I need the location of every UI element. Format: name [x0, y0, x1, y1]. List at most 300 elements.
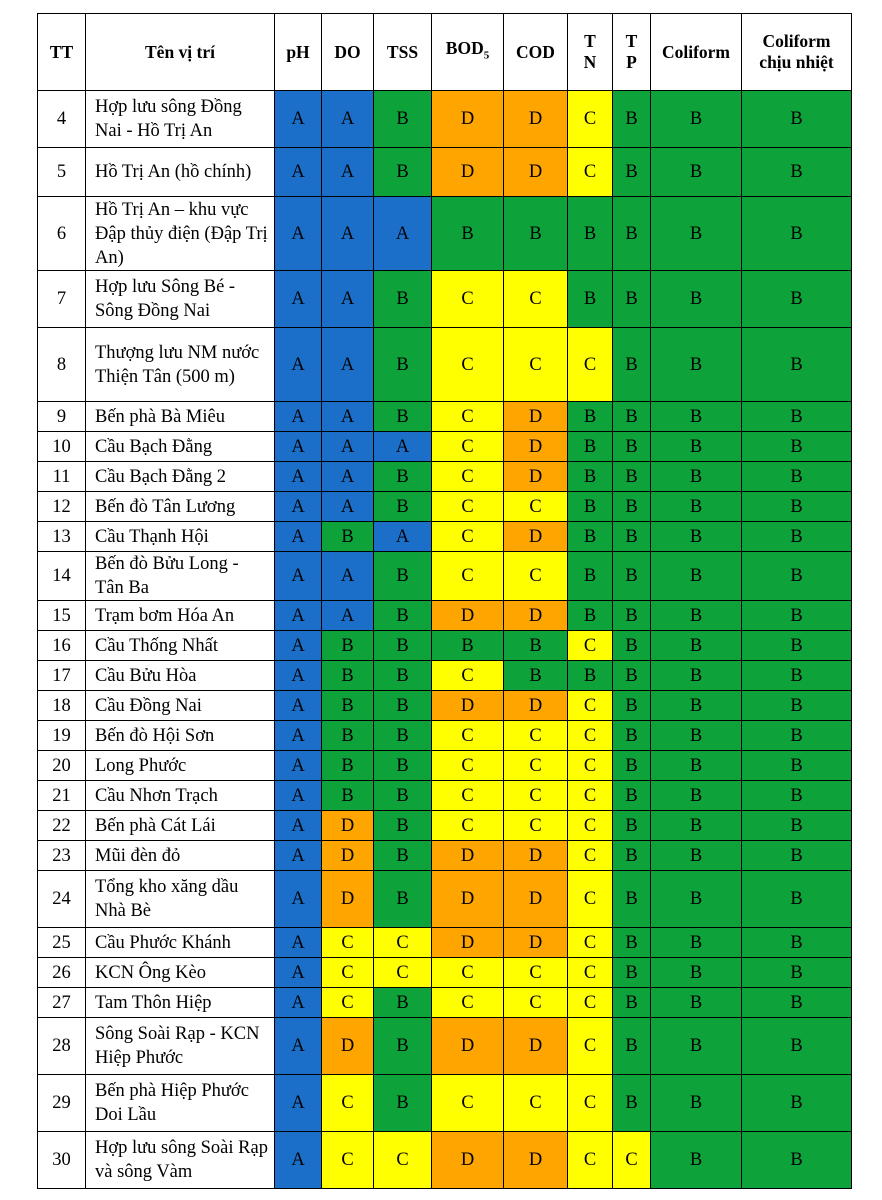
grade-cell-coliform-heat: B: [742, 1018, 852, 1075]
grade-cell-tn: C: [568, 841, 613, 871]
grade-cell-tp: B: [613, 871, 651, 928]
grade-cell-cod: B: [504, 661, 568, 691]
grade-cell-bod5: C: [432, 781, 504, 811]
table-row: [38, 958, 852, 988]
grade-cell-tp: B: [613, 522, 651, 552]
grade-cell-bod5: D: [432, 691, 504, 721]
location-name: Sông Soài Rạp - KCN Hiệp Phước: [86, 1018, 275, 1075]
row-number: 6: [38, 197, 86, 271]
location-name: Cầu Thạnh Hội: [86, 522, 275, 552]
grade-cell-coliform: B: [651, 552, 742, 601]
grade-cell-ph: A: [275, 751, 322, 781]
grade-cell-ph: A: [275, 958, 322, 988]
grade-cell-tn: B: [568, 601, 613, 631]
row-number: 12: [38, 492, 86, 522]
grade-cell-do: D: [322, 811, 374, 841]
grade-cell-do: A: [322, 197, 374, 271]
location-name: KCN Ông Kèo: [86, 958, 275, 988]
location-name: Bến phà Hiệp Phước Doi Lầu: [86, 1075, 275, 1132]
location-name: Hợp lưu sông Soài Rạp và sông Vàm: [86, 1132, 275, 1189]
row-number: 28: [38, 1018, 86, 1075]
location-name: Cầu Bạch Đằng 2: [86, 462, 275, 492]
row-number: 23: [38, 841, 86, 871]
grade-cell-cod: D: [504, 1018, 568, 1075]
row-number: 16: [38, 631, 86, 661]
grade-cell-do: A: [322, 492, 374, 522]
grade-cell-tn: B: [568, 271, 613, 328]
grade-cell-tn: C: [568, 1018, 613, 1075]
grade-cell-ph: A: [275, 522, 322, 552]
table-row: [38, 988, 852, 1018]
table-row: [38, 871, 852, 928]
grade-cell-coliform-heat: B: [742, 1075, 852, 1132]
grade-cell-do: C: [322, 958, 374, 988]
grade-cell-tn: C: [568, 148, 613, 197]
water-quality-table: [37, 13, 852, 1189]
grade-cell-coliform-heat: B: [742, 432, 852, 462]
grade-cell-do: A: [322, 148, 374, 197]
grade-cell-coliform-heat: B: [742, 492, 852, 522]
table-row: [38, 197, 852, 271]
grade-cell-do: C: [322, 1075, 374, 1132]
table-row: [38, 841, 852, 871]
grade-cell-do: C: [322, 988, 374, 1018]
row-number: 25: [38, 928, 86, 958]
grade-cell-ph: A: [275, 691, 322, 721]
grade-cell-cod: C: [504, 721, 568, 751]
grade-cell-cod: C: [504, 751, 568, 781]
grade-cell-tn: B: [568, 522, 613, 552]
grade-cell-tp: B: [613, 328, 651, 402]
grade-cell-tn: C: [568, 751, 613, 781]
grade-cell-coliform: B: [651, 958, 742, 988]
grade-cell-coliform-heat: B: [742, 811, 852, 841]
grade-cell-cod: C: [504, 781, 568, 811]
grade-cell-tss: B: [374, 271, 432, 328]
table-row: [38, 462, 852, 492]
grade-cell-bod5: C: [432, 328, 504, 402]
table-row: [38, 91, 852, 148]
grade-cell-cod: D: [504, 928, 568, 958]
header-bod-subscript: 5: [483, 49, 490, 62]
grade-cell-bod5: C: [432, 432, 504, 462]
grade-cell-bod5: C: [432, 492, 504, 522]
grade-cell-do: A: [322, 402, 374, 432]
row-number: 30: [38, 1132, 86, 1189]
grade-cell-do: D: [322, 871, 374, 928]
grade-cell-coliform: B: [651, 691, 742, 721]
header-tn-line2: N: [583, 52, 597, 72]
header-coliform-heat-line1: Coliform: [762, 31, 831, 51]
header-tt: TT: [38, 14, 86, 91]
grade-cell-ph: A: [275, 197, 322, 271]
grade-cell-ph: A: [275, 721, 322, 751]
header-tss: TSS: [374, 14, 432, 91]
row-number: 17: [38, 661, 86, 691]
location-name: Mũi đèn đỏ: [86, 841, 275, 871]
grade-cell-coliform-heat: B: [742, 781, 852, 811]
table-row: [38, 811, 852, 841]
grade-cell-tss: B: [374, 1018, 432, 1075]
grade-cell-tp: B: [613, 492, 651, 522]
grade-cell-coliform: B: [651, 811, 742, 841]
grade-cell-tn: C: [568, 1132, 613, 1189]
grade-cell-cod: D: [504, 522, 568, 552]
grade-cell-tn: C: [568, 631, 613, 661]
grade-cell-do: C: [322, 928, 374, 958]
row-number: 26: [38, 958, 86, 988]
grade-cell-cod: C: [504, 271, 568, 328]
table-row: [38, 721, 852, 751]
grade-cell-ph: A: [275, 781, 322, 811]
grade-cell-do: B: [322, 522, 374, 552]
grade-cell-coliform: B: [651, 522, 742, 552]
grade-cell-coliform-heat: B: [742, 721, 852, 751]
grade-cell-ph: A: [275, 328, 322, 402]
grade-cell-tp: B: [613, 631, 651, 661]
grade-cell-cod: D: [504, 1132, 568, 1189]
grade-cell-cod: D: [504, 871, 568, 928]
grade-cell-tp: B: [613, 811, 651, 841]
grade-cell-ph: A: [275, 148, 322, 197]
grade-cell-bod5: D: [432, 928, 504, 958]
grade-cell-tp: C: [613, 1132, 651, 1189]
grade-cell-coliform: B: [651, 271, 742, 328]
location-name: Cầu Đồng Nai: [86, 691, 275, 721]
grade-cell-tn: C: [568, 328, 613, 402]
grade-cell-coliform-heat: B: [742, 91, 852, 148]
grade-cell-coliform: B: [651, 1018, 742, 1075]
grade-cell-coliform-heat: B: [742, 271, 852, 328]
grade-cell-cod: C: [504, 492, 568, 522]
row-number: 20: [38, 751, 86, 781]
grade-cell-coliform-heat: B: [742, 1132, 852, 1189]
grade-cell-coliform-heat: B: [742, 402, 852, 432]
header-location: Tên vị trí: [86, 14, 275, 91]
grade-cell-tss: B: [374, 661, 432, 691]
grade-cell-tn: C: [568, 91, 613, 148]
location-name: Tam Thôn Hiệp: [86, 988, 275, 1018]
header-tp: [613, 14, 651, 91]
table-row: [38, 1018, 852, 1075]
grade-cell-ph: A: [275, 432, 322, 462]
grade-cell-coliform: B: [651, 402, 742, 432]
table-row: [38, 522, 852, 552]
grade-cell-bod5: B: [432, 631, 504, 661]
grade-cell-coliform: B: [651, 601, 742, 631]
grade-cell-tp: B: [613, 751, 651, 781]
header-tp-line1: T: [625, 31, 638, 51]
table-row: [38, 402, 852, 432]
grade-cell-bod5: D: [432, 91, 504, 148]
row-number: 9: [38, 402, 86, 432]
row-number: 15: [38, 601, 86, 631]
row-number: 13: [38, 522, 86, 552]
grade-cell-ph: A: [275, 871, 322, 928]
grade-cell-tn: C: [568, 988, 613, 1018]
table-row: [38, 328, 852, 402]
grade-cell-tss: B: [374, 148, 432, 197]
grade-cell-coliform: B: [651, 462, 742, 492]
grade-cell-bod5: B: [432, 197, 504, 271]
grade-cell-ph: A: [275, 271, 322, 328]
grade-cell-cod: C: [504, 552, 568, 601]
location-name: Long Phước: [86, 751, 275, 781]
grade-cell-tn: C: [568, 1075, 613, 1132]
grade-cell-do: C: [322, 1132, 374, 1189]
header-bod-base: BOD: [445, 38, 484, 59]
grade-cell-do: B: [322, 751, 374, 781]
location-name: Cầu Phước Khánh: [86, 928, 275, 958]
grade-cell-coliform-heat: B: [742, 552, 852, 601]
grade-cell-ph: A: [275, 811, 322, 841]
grade-cell-ph: A: [275, 661, 322, 691]
row-number: 27: [38, 988, 86, 1018]
grade-cell-do: B: [322, 691, 374, 721]
location-name: Hợp lưu sông Đồng Nai - Hồ Trị An: [86, 91, 275, 148]
grade-cell-tp: B: [613, 601, 651, 631]
grade-cell-coliform: B: [651, 928, 742, 958]
grade-cell-tss: C: [374, 1132, 432, 1189]
grade-cell-bod5: D: [432, 871, 504, 928]
grade-cell-ph: A: [275, 601, 322, 631]
table-row: [38, 691, 852, 721]
grade-cell-bod5: C: [432, 721, 504, 751]
grade-cell-coliform: B: [651, 751, 742, 781]
grade-cell-coliform: B: [651, 988, 742, 1018]
grade-cell-do: B: [322, 781, 374, 811]
grade-cell-bod5: D: [432, 148, 504, 197]
grade-cell-tss: B: [374, 988, 432, 1018]
row-number: 24: [38, 871, 86, 928]
grade-cell-do: B: [322, 631, 374, 661]
grade-cell-tn: B: [568, 432, 613, 462]
table-row: [38, 271, 852, 328]
grade-cell-coliform-heat: B: [742, 928, 852, 958]
table-row: [38, 552, 852, 601]
grade-cell-coliform: B: [651, 661, 742, 691]
location-name: Bến đò Hội Sơn: [86, 721, 275, 751]
location-name: Cầu Bửu Hòa: [86, 661, 275, 691]
location-name: Bến đò Bửu Long - Tân Ba: [86, 552, 275, 601]
grade-cell-coliform-heat: B: [742, 691, 852, 721]
table-row: [38, 601, 852, 631]
grade-cell-coliform: B: [651, 91, 742, 148]
grade-cell-cod: C: [504, 811, 568, 841]
row-number: 22: [38, 811, 86, 841]
grade-cell-ph: A: [275, 552, 322, 601]
grade-cell-do: A: [322, 462, 374, 492]
grade-cell-ph: A: [275, 1132, 322, 1189]
grade-cell-tn: B: [568, 197, 613, 271]
grade-cell-tss: B: [374, 691, 432, 721]
table-row: [38, 1075, 852, 1132]
grade-cell-ph: A: [275, 402, 322, 432]
grade-cell-tp: B: [613, 661, 651, 691]
grade-cell-tss: B: [374, 492, 432, 522]
grade-cell-bod5: C: [432, 988, 504, 1018]
grade-cell-coliform: B: [651, 197, 742, 271]
grade-cell-tp: B: [613, 1075, 651, 1132]
grade-cell-tn: C: [568, 781, 613, 811]
grade-cell-coliform-heat: B: [742, 522, 852, 552]
grade-cell-coliform: B: [651, 1075, 742, 1132]
row-number: 11: [38, 462, 86, 492]
table-row: [38, 1132, 852, 1189]
grade-cell-bod5: C: [432, 661, 504, 691]
grade-cell-tp: B: [613, 552, 651, 601]
header-coliform-heat: [742, 14, 852, 91]
grade-cell-coliform-heat: B: [742, 751, 852, 781]
location-name: Cầu Nhơn Trạch: [86, 781, 275, 811]
grade-cell-bod5: C: [432, 552, 504, 601]
grade-cell-ph: A: [275, 631, 322, 661]
table-body: [38, 91, 852, 1189]
grade-cell-bod5: C: [432, 271, 504, 328]
location-name: Bến đò Tân Lương: [86, 492, 275, 522]
grade-cell-tp: B: [613, 271, 651, 328]
location-name: Hợp lưu Sông Bé - Sông Đồng Nai: [86, 271, 275, 328]
location-name: Hồ Trị An (hồ chính): [86, 148, 275, 197]
grade-cell-cod: D: [504, 841, 568, 871]
grade-cell-tn: B: [568, 462, 613, 492]
grade-cell-tn: C: [568, 811, 613, 841]
grade-cell-tp: B: [613, 1018, 651, 1075]
grade-cell-tss: B: [374, 1075, 432, 1132]
row-number: 8: [38, 328, 86, 402]
grade-cell-do: A: [322, 328, 374, 402]
grade-cell-coliform-heat: B: [742, 328, 852, 402]
grade-cell-tp: B: [613, 691, 651, 721]
grade-cell-cod: B: [504, 631, 568, 661]
grade-cell-tp: B: [613, 148, 651, 197]
grade-cell-do: D: [322, 841, 374, 871]
grade-cell-do: A: [322, 91, 374, 148]
grade-cell-coliform: B: [651, 432, 742, 462]
grade-cell-cod: D: [504, 148, 568, 197]
grade-cell-tn: B: [568, 552, 613, 601]
grade-cell-do: B: [322, 721, 374, 751]
grade-cell-do: D: [322, 1018, 374, 1075]
grade-cell-tp: B: [613, 781, 651, 811]
location-name: Cầu Thống Nhất: [86, 631, 275, 661]
grade-cell-bod5: C: [432, 462, 504, 492]
grade-cell-bod5: D: [432, 1018, 504, 1075]
grade-cell-cod: D: [504, 432, 568, 462]
grade-cell-ph: A: [275, 1075, 322, 1132]
location-name: Cầu Bạch Đằng: [86, 432, 275, 462]
row-number: 14: [38, 552, 86, 601]
grade-cell-tss: A: [374, 522, 432, 552]
table-row: [38, 432, 852, 462]
grade-cell-coliform: B: [651, 871, 742, 928]
grade-cell-coliform: B: [651, 721, 742, 751]
row-number: 7: [38, 271, 86, 328]
grade-cell-coliform-heat: B: [742, 661, 852, 691]
grade-cell-tn: C: [568, 721, 613, 751]
grade-cell-cod: C: [504, 988, 568, 1018]
location-name: Bến phà Bà Miêu: [86, 402, 275, 432]
grade-cell-bod5: D: [432, 841, 504, 871]
header-coliform-heat-line2: chịu nhiệt: [759, 52, 834, 72]
grade-cell-tn: C: [568, 928, 613, 958]
grade-cell-do: A: [322, 432, 374, 462]
grade-cell-tss: B: [374, 721, 432, 751]
grade-cell-coliform-heat: B: [742, 631, 852, 661]
grade-cell-tss: B: [374, 841, 432, 871]
grade-cell-do: A: [322, 601, 374, 631]
row-number: 10: [38, 432, 86, 462]
grade-cell-tn: C: [568, 691, 613, 721]
grade-cell-tss: B: [374, 631, 432, 661]
header-cod: COD: [504, 14, 568, 91]
grade-cell-ph: A: [275, 91, 322, 148]
grade-cell-bod5: C: [432, 402, 504, 432]
table-row: [38, 148, 852, 197]
grade-cell-tss: B: [374, 402, 432, 432]
grade-cell-cod: D: [504, 402, 568, 432]
table-row: [38, 928, 852, 958]
grade-cell-bod5: C: [432, 1075, 504, 1132]
grade-cell-tss: B: [374, 601, 432, 631]
grade-cell-tp: B: [613, 91, 651, 148]
grade-cell-tp: B: [613, 841, 651, 871]
grade-cell-tn: B: [568, 402, 613, 432]
location-name: Thượng lưu NM nước Thiện Tân (500 m): [86, 328, 275, 402]
location-name: Hồ Trị An – khu vực Đập thủy điện (Đập Trị An): [86, 197, 275, 271]
grade-cell-coliform: B: [651, 1132, 742, 1189]
row-number: 4: [38, 91, 86, 148]
table-row: [38, 661, 852, 691]
grade-cell-cod: C: [504, 1075, 568, 1132]
header-ph: pH: [275, 14, 322, 91]
grade-cell-tn: B: [568, 661, 613, 691]
grade-cell-bod5: C: [432, 958, 504, 988]
grade-cell-tss: B: [374, 781, 432, 811]
grade-cell-tss: B: [374, 91, 432, 148]
grade-cell-bod5: C: [432, 751, 504, 781]
grade-cell-do: A: [322, 552, 374, 601]
row-number: 18: [38, 691, 86, 721]
grade-cell-cod: C: [504, 958, 568, 988]
grade-cell-tp: B: [613, 402, 651, 432]
header-tn-line1: T: [584, 31, 596, 51]
grade-cell-cod: D: [504, 691, 568, 721]
grade-cell-coliform-heat: B: [742, 197, 852, 271]
grade-cell-ph: A: [275, 928, 322, 958]
grade-cell-tss: C: [374, 928, 432, 958]
grade-cell-tp: B: [613, 432, 651, 462]
table-row: [38, 492, 852, 522]
grade-cell-coliform-heat: B: [742, 871, 852, 928]
grade-cell-tss: B: [374, 811, 432, 841]
grade-cell-coliform-heat: B: [742, 148, 852, 197]
grade-cell-coliform: B: [651, 781, 742, 811]
grade-cell-cod: B: [504, 197, 568, 271]
grade-cell-cod: D: [504, 462, 568, 492]
grade-cell-bod5: D: [432, 1132, 504, 1189]
grade-cell-bod5: C: [432, 522, 504, 552]
header-bod5: [432, 14, 504, 91]
header-tn: [568, 14, 613, 91]
grade-cell-tn: C: [568, 958, 613, 988]
grade-cell-ph: A: [275, 1018, 322, 1075]
grade-cell-do: B: [322, 661, 374, 691]
grade-cell-tp: B: [613, 988, 651, 1018]
row-number: 29: [38, 1075, 86, 1132]
grade-cell-ph: A: [275, 988, 322, 1018]
grade-cell-ph: A: [275, 841, 322, 871]
